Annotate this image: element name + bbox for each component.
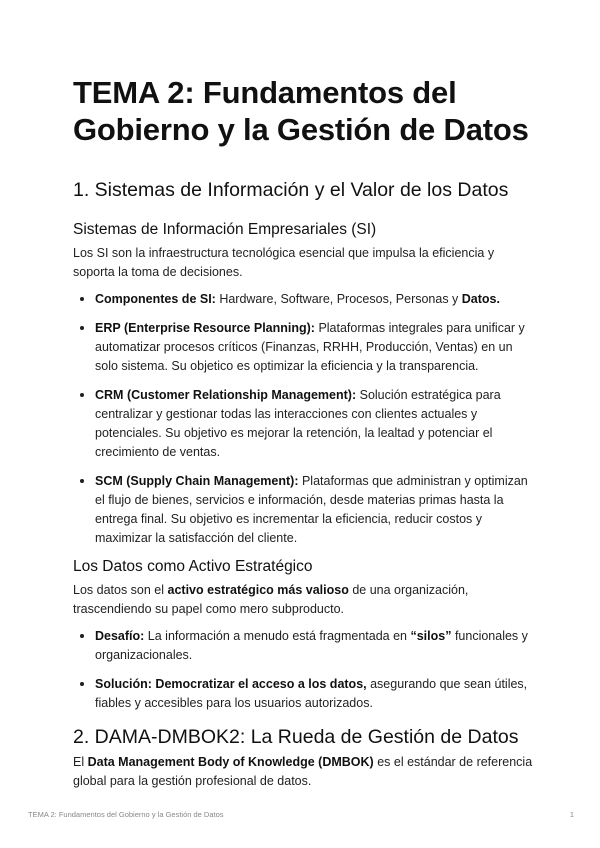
document-title bbox=[73, 74, 533, 148]
list-item-desafio: • Desafío: La información a menudo está fragmentada en “silos” funcionales y organizacionales. bbox=[95, 626, 533, 665]
subsection-si-intro: Los SI son la infraestructura tecnológica esencial que impulsa la eficiencia y soporta la toma de decisiones. bbox=[73, 246, 495, 279]
page-number: 1 bbox=[569, 810, 574, 819]
datos-list bbox=[73, 626, 533, 713]
section-2-intro: El Data Management Body of Knowledge (DMBOK) es el estándar de referencia global para la gestión profesional de datos. bbox=[73, 755, 533, 788]
list-item-componentes: • Componentes de SI: Hardware, Software, Procesos, Personas y Datos. bbox=[95, 289, 533, 309]
list-item-scm: • SCM (Supply Chain Management): Plataformas que administran y optimizan el flujo de bienes, servicios e información, desde materias primas hasta la entrega final. Su objetivo es incrementar la eficiencia, reducir costos y maximizar la satisfacción del cliente. bbox=[95, 471, 533, 548]
document-page bbox=[73, 74, 533, 791]
subsection-si-heading: Sistemas de Información Empresariales (SI) bbox=[73, 221, 377, 238]
subsection-datos-heading: Los Datos como Activo Estratégico bbox=[73, 558, 313, 575]
section-1-heading: 1. Sistemas de Información y el Valor de los Datos bbox=[73, 179, 509, 201]
list-item-crm: • CRM (Customer Relationship Management): Solución estratégica para centralizar y gestionar todas las interacciones con clientes actuales y potenciales. Su objetivo es mejorar la retención, la lealtad y potenciar el crecimiento de ventas. bbox=[95, 385, 533, 462]
section-2-heading: 2. DAMA-DMBOK2: La Rueda de Gestión de Datos bbox=[73, 726, 519, 748]
list-item-solucion: • Solución: Democratizar el acceso a los datos, asegurando que sean útiles, fiables y accesibles para los usuarios autorizados. bbox=[95, 674, 533, 713]
subsection-datos-intro: Los datos son el activo estratégico más valioso de una organización, trascendiendo su papel como mero subproducto. bbox=[73, 583, 469, 616]
title-line-1: TEMA 2: Fundamentos del bbox=[73, 75, 457, 110]
footer-title: TEMA 2: Fundamentos del Gobierno y la Gestión de Datos bbox=[28, 810, 224, 819]
page-footer bbox=[28, 810, 574, 819]
si-list bbox=[73, 289, 533, 548]
title-line-2: Gobierno y la Gestión de Datos bbox=[73, 112, 529, 147]
list-item-erp: • ERP (Enterprise Resource Planning): Plataformas integrales para unificar y automatizar procesos críticos (Finanzas, RRHH, Producción, Ventas) en un solo sistema. Su objetico es optimizar la eficiencia y la transparencia. bbox=[95, 318, 533, 376]
